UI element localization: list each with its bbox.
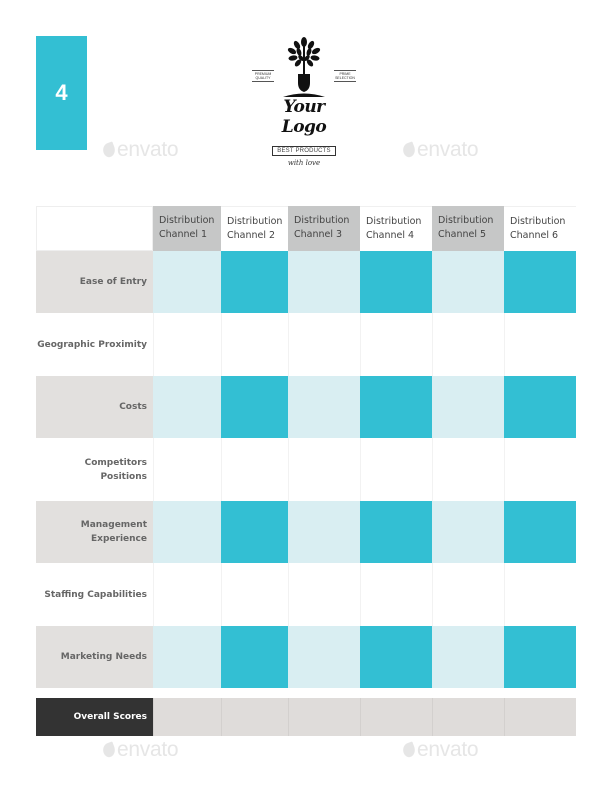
table-cell[interactable] xyxy=(288,313,360,376)
envato-leaf-icon xyxy=(101,741,117,758)
table-cell[interactable] xyxy=(221,376,288,438)
prime-selection-badge: PRIME SELECTION xyxy=(335,72,355,80)
table-cell[interactable] xyxy=(288,438,360,501)
table-cell[interactable] xyxy=(221,563,288,626)
table-cell[interactable] xyxy=(360,438,432,501)
table-cell[interactable] xyxy=(504,501,576,563)
table-cell[interactable] xyxy=(288,376,360,438)
logo-tagline: BEST PRODUCTS xyxy=(272,146,336,156)
table-cell[interactable] xyxy=(360,501,432,563)
table-cell[interactable] xyxy=(432,626,504,688)
table-cell[interactable] xyxy=(221,438,288,501)
table-cell[interactable] xyxy=(153,376,221,438)
score-cell[interactable] xyxy=(221,698,288,736)
score-cell[interactable] xyxy=(360,698,432,736)
table-cell[interactable] xyxy=(432,376,504,438)
table-cell[interactable] xyxy=(153,251,221,313)
table-cell[interactable] xyxy=(288,563,360,626)
table-cell[interactable] xyxy=(153,501,221,563)
table-cell[interactable] xyxy=(504,376,576,438)
table-cell[interactable] xyxy=(153,313,221,376)
watermark: envato xyxy=(403,738,478,762)
table-corner-cell xyxy=(36,206,153,251)
table-cell[interactable] xyxy=(504,563,576,626)
row-label-marketing-needs: Marketing Needs xyxy=(36,626,153,688)
table-cell[interactable] xyxy=(153,563,221,626)
table-cell[interactable] xyxy=(432,563,504,626)
logo-subtitle: with love xyxy=(287,159,321,167)
table-cell[interactable] xyxy=(432,251,504,313)
table-cell[interactable] xyxy=(504,251,576,313)
row-label-staffing-capabilities: Staffing Capabilities xyxy=(36,563,153,626)
page-number: 4 xyxy=(55,80,68,105)
row-label-geographic-proximity: Geographic Proximity xyxy=(36,313,153,376)
table-cell[interactable] xyxy=(432,501,504,563)
watermark: envato xyxy=(403,138,478,162)
watermark: envato xyxy=(103,138,178,162)
company-logo xyxy=(254,36,355,167)
column-header-channel-5: Distribution Channel 5 xyxy=(432,206,504,251)
table-cell[interactable] xyxy=(288,501,360,563)
table-cell[interactable] xyxy=(153,438,221,501)
column-header-channel-1: Distribution Channel 1 xyxy=(153,206,221,251)
table-cell[interactable] xyxy=(432,313,504,376)
table-cell[interactable] xyxy=(360,376,432,438)
table-cell[interactable] xyxy=(360,313,432,376)
row-label-overall-scores: Overall Scores xyxy=(36,698,153,736)
score-cell[interactable] xyxy=(153,698,221,736)
page-number-badge xyxy=(36,36,87,150)
envato-leaf-icon xyxy=(101,141,117,158)
logo-title: Your Logo xyxy=(281,97,327,137)
table-cell[interactable] xyxy=(288,626,360,688)
row-label-management-experience: Management Experience xyxy=(36,501,153,563)
premium-quality-badge: PREMIUM QUALITY xyxy=(252,70,274,82)
table-cell[interactable] xyxy=(360,251,432,313)
table-cell[interactable] xyxy=(432,438,504,501)
row-label-ease-of-entry: Ease of Entry xyxy=(36,251,153,313)
column-header-channel-2: Distribution Channel 2 xyxy=(221,206,288,251)
table-cell[interactable] xyxy=(221,313,288,376)
column-header-channel-6: Distribution Channel 6 xyxy=(504,206,576,251)
table-cell[interactable] xyxy=(288,251,360,313)
watermark: envato xyxy=(103,738,178,762)
table-cell[interactable] xyxy=(360,563,432,626)
tree-shovel-icon xyxy=(281,36,327,98)
table-cell[interactable] xyxy=(153,626,221,688)
row-label-costs: Costs xyxy=(36,376,153,438)
envato-leaf-icon xyxy=(401,741,417,758)
envato-leaf-icon xyxy=(401,141,417,158)
score-cell[interactable] xyxy=(288,698,360,736)
column-header-channel-3: Distribution Channel 3 xyxy=(288,206,360,251)
score-cell[interactable] xyxy=(432,698,504,736)
score-cell[interactable] xyxy=(504,698,576,736)
table-cell[interactable] xyxy=(221,626,288,688)
table-cell[interactable] xyxy=(221,501,288,563)
table-cell[interactable] xyxy=(360,626,432,688)
table-cell[interactable] xyxy=(221,251,288,313)
row-label-competitors-positions: Competitors Positions xyxy=(36,438,153,501)
table-cell[interactable] xyxy=(504,438,576,501)
table-cell[interactable] xyxy=(504,313,576,376)
column-header-channel-4: Distribution Channel 4 xyxy=(360,206,432,251)
table-cell[interactable] xyxy=(504,626,576,688)
